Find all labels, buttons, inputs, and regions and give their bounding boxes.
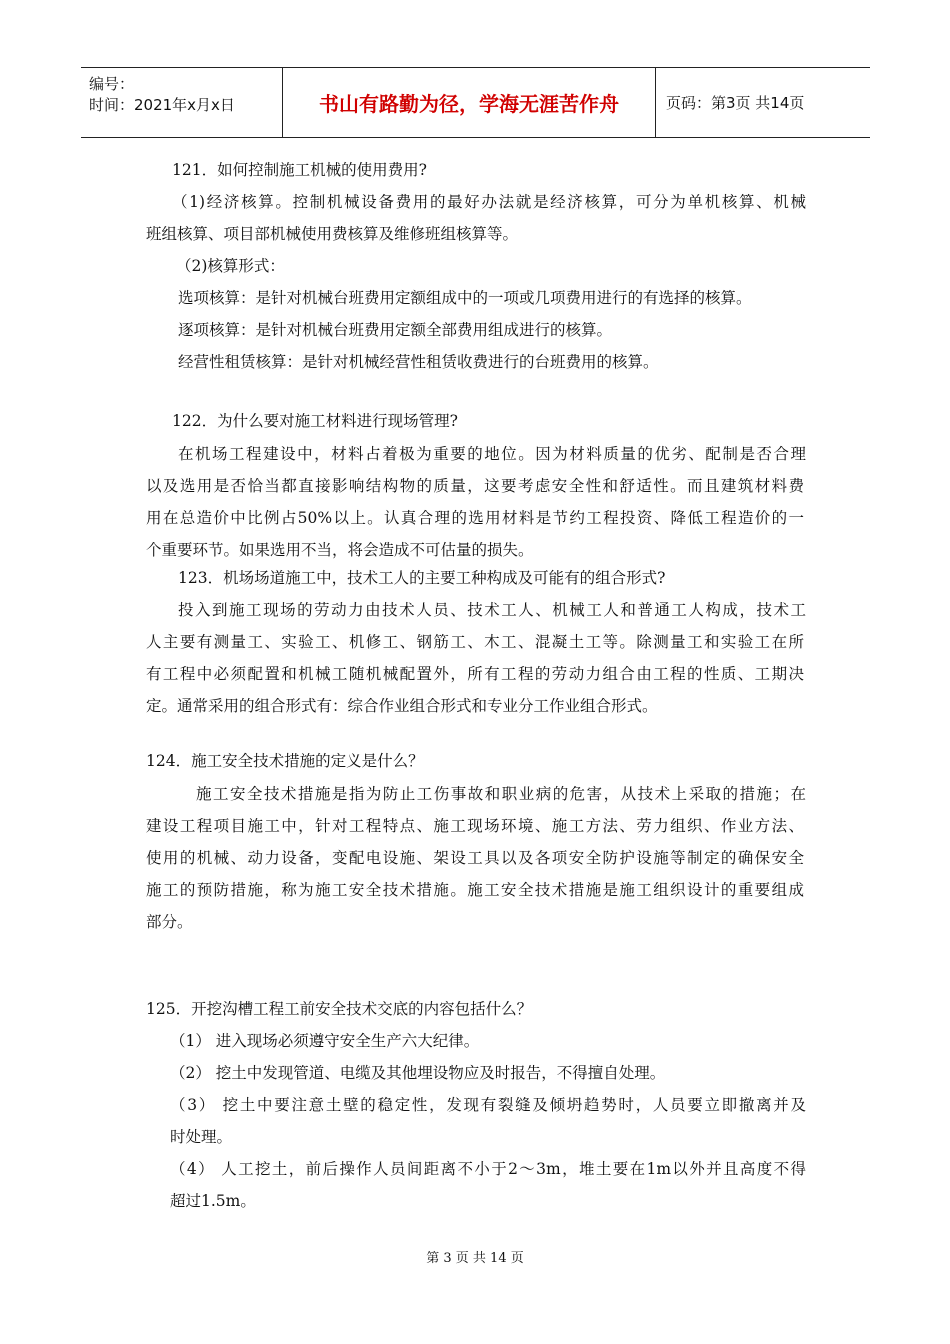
question-121-title: 121．如何控制施工机械的使用费用? xyxy=(172,161,427,179)
q124-line: 建设工程项目施工中，针对工程特点、施工现场环境、施工方法、劳力组织、作业方法、 xyxy=(146,817,804,835)
q125-item: （3） 挖土中要注意土壁的稳定性，发现有裂缝及倾坍趋势时，人员要立即撤离并及 xyxy=(170,1096,806,1114)
q122-line: 在机场工程建设中，材料占着极为重要的地位。因为材料质量的优劣、配制是否合理 xyxy=(178,445,806,463)
question-123-title: 123．机场场道施工中，技术工人的主要工种构成及可能有的组合形式? xyxy=(178,569,666,587)
q125-item: 超过1.5m。 xyxy=(170,1192,256,1210)
q121-line: 经营性租赁核算：是针对机械经营性租赁收费进行的台班费用的核算。 xyxy=(178,353,659,371)
q124-line: 部分。 xyxy=(146,913,193,931)
q122-line: 个重要环节。如果选用不当，将会造成不可估量的损失。 xyxy=(146,541,534,559)
question-125-title: 125．开挖沟槽工程工前安全技术交底的内容包括什么？ xyxy=(146,1000,533,1018)
question-122-title: 122．为什么要对施工材料进行现场管理? xyxy=(172,412,458,430)
q121-line: 选项核算：是针对机械台班费用定额组成中的一项或几项费用进行的有选择的核算。 xyxy=(178,289,752,307)
header-page-number: 页码：第3页 共14页 xyxy=(666,94,805,112)
q123-line: 投入到施工现场的劳动力由技术人员、技术工人、机械工人和普通工人构成，技术工 xyxy=(178,601,806,619)
q125-item: （4） 人工挖土，前后操作人员间距离不小于2～3m，堆土要在1m以外并且高度不得 xyxy=(170,1160,806,1178)
q125-item: （1） 进入现场必须遵守安全生产六大纪律。 xyxy=(170,1032,480,1050)
header-motto: 书山有路勤为径，学海无涯苦作舟 xyxy=(283,68,656,137)
header-meta xyxy=(81,68,283,137)
q123-line: 有工程中必须配置和机械工随机械配置外，所有工程的劳动力组合由工程的性质、工期决 xyxy=(146,665,804,683)
q125-item: 时处理。 xyxy=(170,1128,233,1146)
q123-line: 人主要有测量工、实验工、机修工、钢筋工、木工、混凝土工等。除测量工和实验工在所 xyxy=(146,633,804,651)
q124-line: 施工安全技术措施是指为防止工伤事故和职业病的危害，从技术上采取的措施；在 xyxy=(196,785,806,803)
doc-date-label: 时间：2021年x月x日 xyxy=(89,96,235,114)
q125-item: （2） 挖土中发现管道、电缆及其他埋设物应及时报告，不得擅自处理。 xyxy=(170,1064,666,1082)
page-header xyxy=(81,67,870,138)
doc-number-label: 编号： xyxy=(89,75,135,93)
page-footer: 第 3 页 共 14 页 xyxy=(426,1251,524,1266)
q121-line: 逐项核算：是针对机械台班费用定额全部费用组成进行的核算。 xyxy=(178,321,613,339)
q123-line: 定。通常采用的组合形式有：综合作业组合形式和专业分工作业组合形式。 xyxy=(146,697,658,715)
q124-line: 施工的预防措施，称为施工安全技术措施。施工安全技术措施是施工组织设计的重要组成 xyxy=(146,881,804,899)
q124-line: 使用的机械、动力设备，变配电设施、架设工具以及各项安全防护设施等制定的确保安全 xyxy=(146,849,804,867)
q121-line: （2)核算形式： xyxy=(176,257,285,275)
q122-line: 用在总造价中比例占50%以上。认真合理的选用材料是节约工程投资、降低工程造价的一 xyxy=(146,509,804,527)
q121-line: 班组核算、项目部机械使用费核算及维修班组核算等。 xyxy=(146,225,519,243)
q122-line: 以及选用是否恰当都直接影响结构物的质量，这要考虑安全性和舒适性。而且建筑材料费 xyxy=(146,477,804,495)
question-124-title: 124．施工安全技术措施的定义是什么？ xyxy=(146,752,424,770)
q121-line: （1)经济核算。控制机械设备费用的最好办法就是经济核算，可分为单机核算、机械 xyxy=(172,193,806,211)
